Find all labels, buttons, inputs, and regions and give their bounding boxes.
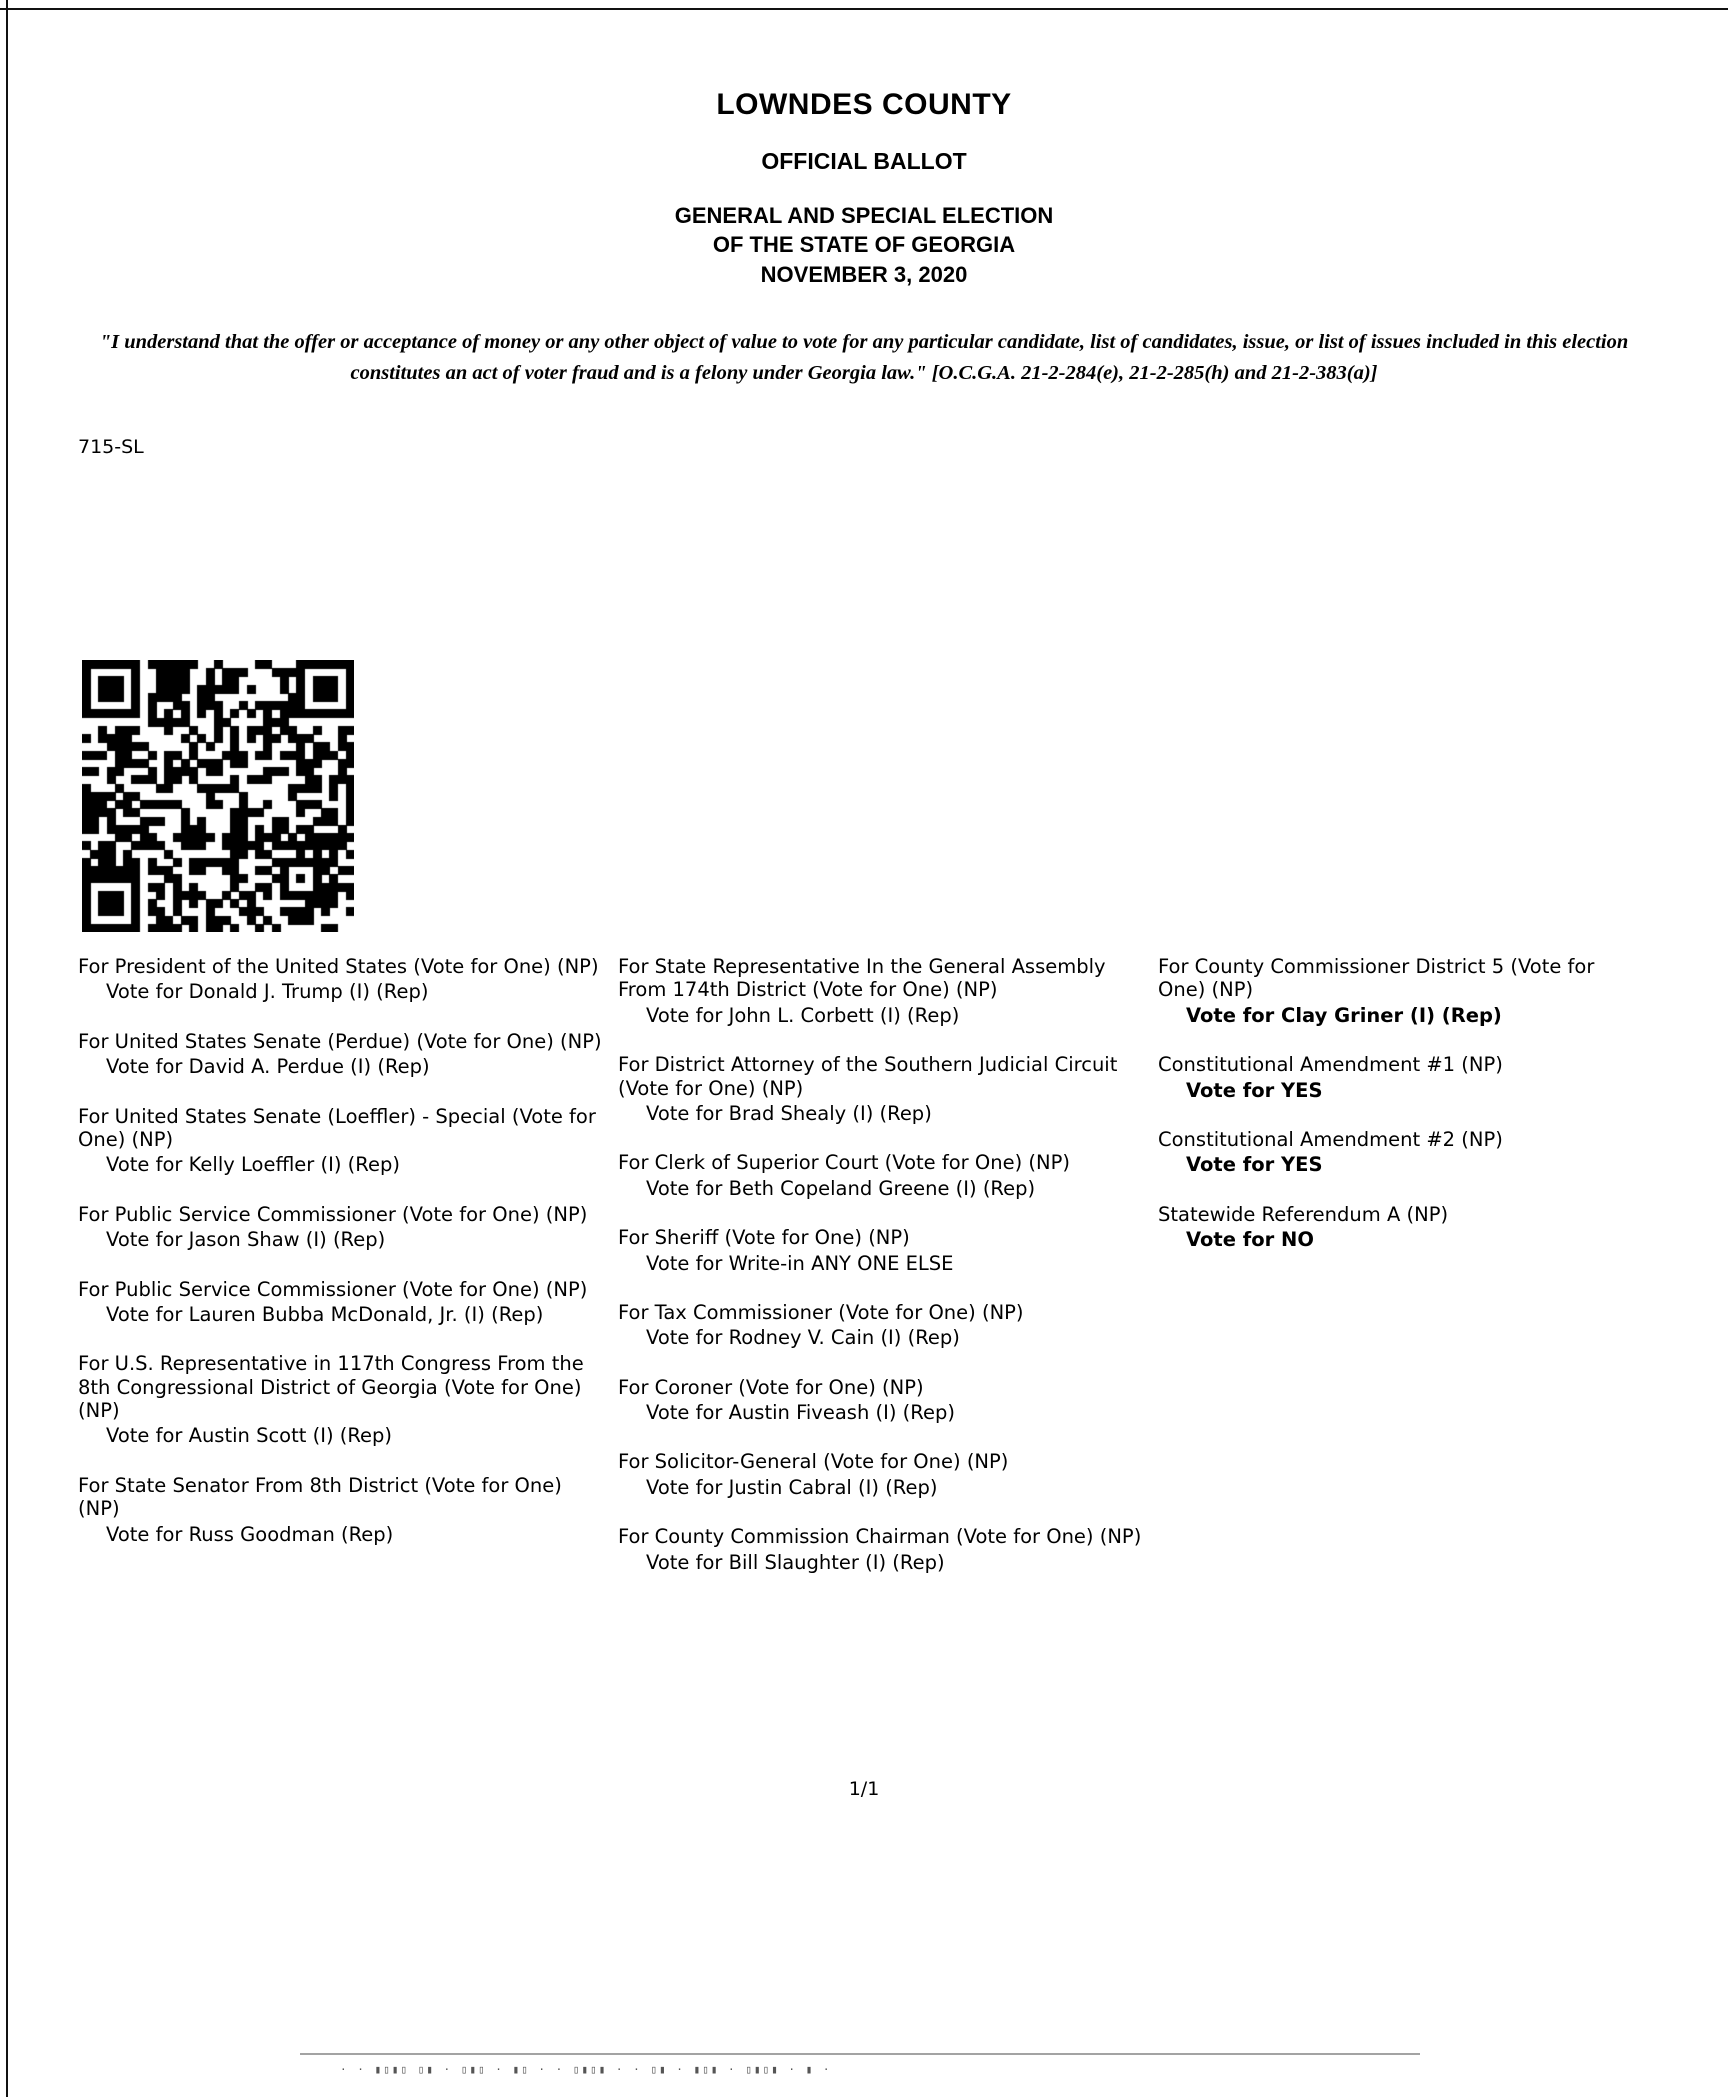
contest-title: For State Senator From 8th District (Vote for One) (NP) <box>78 1473 562 1521</box>
contest-choice: Vote for Kelly Loeffler (I) (Rep) <box>106 1153 400 1177</box>
contest-choice: Vote for Write-in ANY ONE ELSE <box>646 1251 954 1275</box>
contest-title: For State Representative In the General Assembly From 174th District (Vote for One) (NP) <box>618 955 1106 1002</box>
contest-column-2 <box>618 955 1158 1600</box>
contest-title: For United States Senate (Loeffler) - Special (Vote for One) (NP) <box>78 1104 596 1151</box>
contest-choice: Vote for Clay Griner (I) (Rep) <box>1186 1003 1502 1027</box>
contest-title: Constitutional Amendment #1 (NP) <box>1158 1053 1503 1077</box>
contest-title: For U.S. Representative in 117th Congress From the 8th Congressional District of Georgia (Vote for One) (NP) <box>78 1352 584 1423</box>
contest <box>1158 1053 1634 1102</box>
contest-title: For Solicitor-General (Vote for One) (NP) <box>618 1450 1009 1474</box>
contest-title: For Tax Commissioner (Vote for One) (NP) <box>618 1300 1024 1324</box>
contest-columns <box>78 955 1648 1600</box>
scan-edge-top <box>0 8 1728 10</box>
contest <box>78 1030 604 1079</box>
page-number: 1/1 <box>848 1778 880 1800</box>
contest-title: Constitutional Amendment #2 (NP) <box>1158 1127 1503 1151</box>
contest <box>78 1352 604 1448</box>
contest <box>618 1376 1144 1425</box>
contest <box>1158 1203 1634 1252</box>
election-title <box>0 201 1728 289</box>
contest-title: For Public Service Commissioner (Vote for One) (NP) <box>78 1202 588 1226</box>
contest-choice: Vote for Jason Shaw (I) (Rep) <box>106 1228 386 1252</box>
contest <box>78 1474 604 1546</box>
contest <box>78 1105 604 1177</box>
contest-choice: Vote for Beth Copeland Greene (I) (Rep) <box>646 1176 1036 1200</box>
contest <box>618 1525 1144 1574</box>
contest <box>78 1203 604 1252</box>
contest-choice: Vote for Donald J. Trump (I) (Rep) <box>106 980 429 1004</box>
election-title-line1: GENERAL AND SPECIAL ELECTION <box>674 203 1054 228</box>
contest-choice: Vote for Bill Slaughter (I) (Rep) <box>646 1550 945 1574</box>
contest <box>618 1301 1144 1350</box>
contest-choice: Vote for Austin Fiveash (I) (Rep) <box>646 1401 955 1425</box>
contest-title: For Coroner (Vote for One) (NP) <box>618 1375 924 1399</box>
page-title: LOWNDES COUNTY <box>716 88 1012 121</box>
contest-choice: Vote for Rodney V. Cain (I) (Rep) <box>646 1326 960 1350</box>
contest <box>1158 1128 1634 1177</box>
contest-choice: Vote for NO <box>1186 1228 1314 1252</box>
contest-choice: Vote for Brad Shealy (I) (Rep) <box>646 1101 932 1125</box>
contest <box>618 1053 1144 1125</box>
voter-fraud-oath: "I understand that the offer or acceptance of money or any other object of value to vote for any particular candidate, list of candidates, issue, or list of issues included in this election constitutes an act of voter fraud and is a felony under Georgia law." [O.C.G.A. 21-2-284(e), 21-2-285(h) and 21-2-383(a)] <box>99 330 1629 384</box>
official-ballot-label: OFFICIAL BALLOT <box>761 148 967 174</box>
contest <box>78 955 604 1004</box>
contest-title: For Sheriff (Vote for One) (NP) <box>618 1226 910 1250</box>
election-date: NOVEMBER 3, 2020 <box>760 261 968 287</box>
contest-title: For Clerk of Superior Court (Vote for One) (NP) <box>618 1151 1070 1175</box>
contest-choice: Vote for David A. Perdue (I) (Rep) <box>106 1055 430 1079</box>
contest-title: For United States Senate (Perdue) (Vote for One) (NP) <box>78 1029 602 1053</box>
contest-choice: Vote for YES <box>1186 1078 1323 1102</box>
contest <box>618 1450 1144 1499</box>
contest-title: For President of the United States (Vote for One) (NP) <box>78 955 599 978</box>
contest-choice: Vote for Russ Goodman (Rep) <box>106 1522 394 1546</box>
contest-title: For County Commission Chairman (Vote for One) (NP) <box>618 1525 1142 1549</box>
contest-column-3 <box>1158 955 1648 1600</box>
scan-artifact-text: · · ▮▯▮▯ ▯▮ · ▯▮▯ · ▮▯ · · ▯▮▯▮ · · ▯▮ · ▮▯▮ · ▯▮▯▮ · ▮ · <box>340 2063 832 2076</box>
contest-choice: Vote for YES <box>1186 1153 1323 1177</box>
scan-edge-bottom <box>300 2053 1420 2055</box>
contest <box>1158 955 1634 1027</box>
contest-title: For County Commissioner District 5 (Vote for One) (NP) <box>1158 955 1595 1002</box>
contest-choice: Vote for Austin Scott (I) (Rep) <box>106 1424 393 1448</box>
ballot-qr-code <box>82 660 354 932</box>
ballot-header <box>0 88 1728 289</box>
contest <box>618 1226 1144 1275</box>
contest-title: Statewide Referendum A (NP) <box>1158 1202 1449 1226</box>
ballot-style-code: 715-SL <box>78 436 144 459</box>
contest <box>618 955 1144 1027</box>
contest <box>78 1278 604 1327</box>
contest-title: For District Attorney of the Southern Judicial Circuit (Vote for One) (NP) <box>618 1053 1118 1100</box>
election-title-line2: OF THE STATE OF GEORGIA <box>712 232 1016 258</box>
contest-choice: Vote for Lauren Bubba McDonald, Jr. (I) (Rep) <box>106 1302 544 1326</box>
contest-choice: Vote for Justin Cabral (I) (Rep) <box>646 1475 938 1499</box>
contest-title: For Public Service Commissioner (Vote for One) (NP) <box>78 1277 588 1301</box>
contest-column-1 <box>78 955 618 1600</box>
contest-choice: Vote for John L. Corbett (I) (Rep) <box>646 1003 960 1027</box>
contest <box>618 1151 1144 1200</box>
